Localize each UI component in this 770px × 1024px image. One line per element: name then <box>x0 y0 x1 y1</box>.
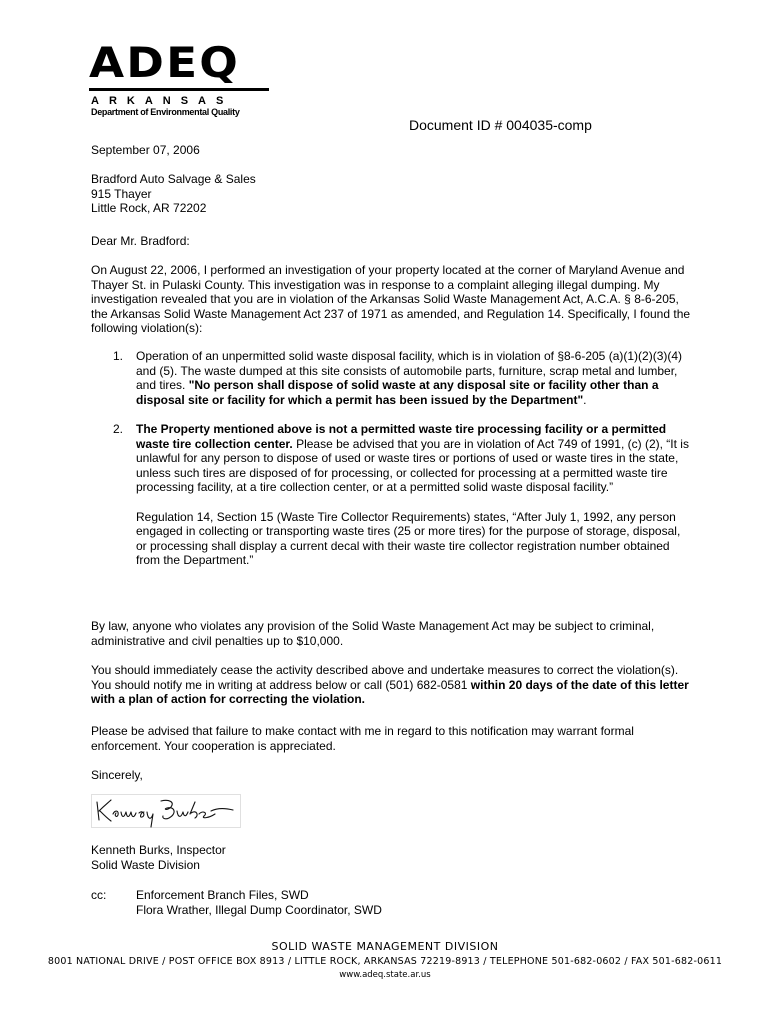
violation-text: Please be advised that you are in violation of Act 749 of 1991, (c) (2), “It is unlawful for any person to dispose of used or waste tires or portions of used or waste tires in the state, unless such tires are disposed of for processing, or collected for processing at a permitted waste tire processing facility, at a tire collection center, or at a permitted solid waste disposal facility.” <box>136 436 689 494</box>
violation-quote: "No person shall dispose of solid waste at any disposal site or facility other than a disposal site or facility for which a permit has been issued by the Department" <box>136 378 659 407</box>
penalty-paragraph: By law, anyone who violates any provision of the Solid Waste Management Act may be subject to criminal, administrative and civil penalties up to $10,000. <box>91 619 655 648</box>
footer-division: SOLID WASTE MANAGEMENT DIVISION <box>271 940 499 953</box>
signer-name: Kenneth Burks, Inspector <box>91 843 226 857</box>
document-id: Document ID # 004035-comp <box>409 117 592 133</box>
regulation-quote: Regulation 14, Section 15 (Waste Tire Collector Requirements) states, “After July 1, 1992, any person engaged in collecting or transporting waste tires (25 or more tires) for the purpose of storage, disposal, or processing shall display a current decal with their waste tire collector registration number obtained from the Department.” <box>136 509 681 567</box>
violation-item-2 <box>91 422 691 568</box>
signature-image <box>91 794 241 828</box>
recipient-city: Little Rock, AR 72202 <box>91 201 207 215</box>
violations-list <box>91 349 691 568</box>
recipient-name: Bradford Auto Salvage & Sales <box>91 172 256 186</box>
cc-recipient: Enforcement Branch Files, SWD <box>136 888 309 902</box>
cc-recipient: Flora Wrather, Illegal Dump Coordinator, SWD <box>136 902 382 917</box>
intro-paragraph: On August 22, 2006, I performed an investigation of your property located at the corner of Maryland Avenue and Thayer St. in Pulaski County. This investigation was in response to a complaint alleging illegal dumping. My investigation revealed that you are in violation of the Arkansas Solid Waste Management Act, A.C.A. § 8-6-205, the Arkansas Solid Waste Management Act 237 of 1971 as amended, and Regulation 14. Specifically, I found the following violation(s): <box>91 263 691 335</box>
violation-text-end: . <box>583 392 587 407</box>
violation-text: Operation of an unpermitted solid waste disposal facility, which is in violation of §8-6-205 (a)(1)(2)(3)(4) and (5). The waste dumped at this site consists of automobile parts, furniture, scrap metal and lumber, and tires. <box>136 349 683 392</box>
signer-division: Solid Waste Division <box>91 857 200 872</box>
logo-department-text: Department of Environmental Quality <box>91 107 240 117</box>
signer-block <box>91 843 691 872</box>
recipient-address <box>91 172 691 216</box>
adeq-logo: ADEQ <box>89 38 240 87</box>
action-text: You should immediately cease the activity described above and undertake measures to correct the violation(s). You should notify me in writing at address below or call (501) 682-0581 <box>91 663 679 692</box>
cc-label: cc: <box>91 888 107 902</box>
letter-date: September 07, 2006 <box>91 143 200 157</box>
action-paragraph <box>91 663 691 707</box>
footer-website: www.adeq.state.ar.us <box>339 970 431 980</box>
salutation: Dear Mr. Bradford: <box>91 234 190 248</box>
violation-heading: The Property mentioned above is not a permitted waste tire processing facility or a permitted waste tire collection center. <box>136 422 667 451</box>
footer-address: 8001 NATIONAL DRIVE / POST OFFICE BOX 8913 / LITTLE ROCK, ARKANSAS 72219-8913 / TELEPHONE 501-682-0602 / FAX 501-682-0611 <box>47 956 723 967</box>
logo-state-text: ARKANSAS <box>91 95 234 107</box>
violation-number: 2. <box>113 422 124 436</box>
cc-list <box>136 888 382 917</box>
advisory-paragraph: Please be advised that failure to make contact with me in regard to this notification may warrant formal enforcement. Your cooperation is appreciated. <box>91 724 634 753</box>
violation-number: 1. <box>113 349 124 363</box>
action-deadline: within 20 days of the date of this letter with a plan of action for correcting the violation. <box>91 677 689 706</box>
recipient-street: 915 Thayer <box>91 186 152 201</box>
logo-divider <box>89 88 269 91</box>
closing: Sincerely, <box>91 768 143 782</box>
violation-item-1 <box>91 349 691 407</box>
